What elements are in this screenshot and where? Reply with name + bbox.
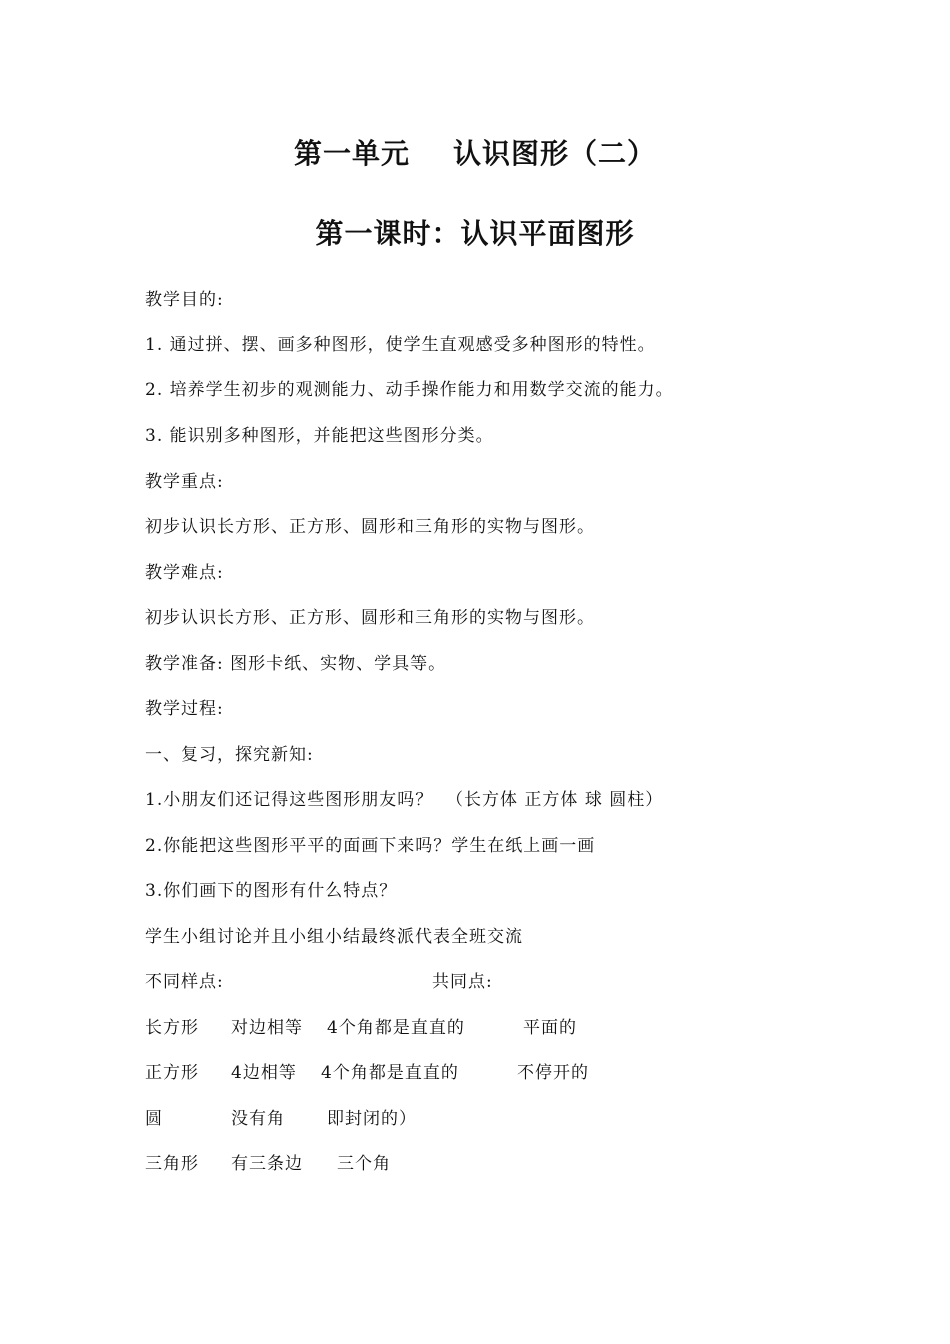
discussion-text: 学生小组讨论并且小组小结最终派代表全班交流 bbox=[145, 927, 523, 947]
comparison-row bbox=[145, 1152, 845, 1176]
comparison-row bbox=[145, 1016, 845, 1040]
differences-label: 不同样点: bbox=[145, 972, 224, 992]
shape-feature: 4边相等 bbox=[231, 1063, 297, 1083]
shape-feature: 4个角都是直直的 bbox=[321, 1063, 459, 1083]
key-points-label: 教学重点: bbox=[145, 472, 224, 492]
difficulties-label: 教学难点: bbox=[145, 563, 224, 583]
process-label: 教学过程: bbox=[145, 699, 224, 719]
step-2: 2.你能把这些图形平平的面画下来吗？学生在纸上画一画 bbox=[145, 836, 596, 856]
shape-feature: 对边相等 bbox=[231, 1018, 303, 1038]
common-feature: 平面的 bbox=[523, 1018, 577, 1038]
shape-name: 圆 bbox=[145, 1109, 163, 1129]
objectives-label: 教学目的: bbox=[145, 290, 224, 310]
shape-name: 正方形 bbox=[145, 1063, 199, 1083]
shape-name: 三角形 bbox=[145, 1154, 199, 1174]
common-label: 共同点: bbox=[432, 972, 493, 992]
key-points-text: 初步认识长方形、正方形、圆形和三角形的实物与图形。 bbox=[145, 517, 595, 537]
difficulties-text: 初步认识长方形、正方形、圆形和三角形的实物与图形。 bbox=[145, 608, 595, 628]
lesson-title: 第一课时：认识平面图形 bbox=[315, 217, 635, 250]
shape-feature: 三个角 bbox=[337, 1154, 391, 1174]
shape-feature: 没有角 bbox=[231, 1109, 285, 1129]
unit-title: 第一单元 认识图形（二） bbox=[294, 137, 656, 170]
comparison-row bbox=[145, 1107, 845, 1131]
shape-name: 长方形 bbox=[145, 1018, 199, 1038]
step-1: 1.小朋友们还记得这些图形朋友吗？ （长方体 正方体 球 圆柱） bbox=[145, 790, 664, 810]
objective-2: 2. 培养学生初步的观测能力、动手操作能力和用数学交流的能力。 bbox=[145, 380, 674, 400]
common-feature: 不停开的 bbox=[517, 1063, 589, 1083]
step-3: 3.你们画下的图形有什么特点？ bbox=[145, 881, 398, 901]
objective-1: 1. 通过拼、摆、画多种图形，使学生直观感受多种图形的特性。 bbox=[145, 335, 656, 355]
comparison-row bbox=[145, 1061, 845, 1085]
preparation-text: 教学准备: 图形卡纸、实物、学具等。 bbox=[145, 654, 447, 674]
shape-feature: 即封闭的） bbox=[327, 1109, 417, 1129]
objective-3: 3. 能识别多种图形，并能把这些图形分类。 bbox=[145, 426, 494, 446]
shape-feature: 有三条边 bbox=[231, 1154, 303, 1174]
comparison-header bbox=[145, 970, 845, 994]
shape-feature: 4个角都是直直的 bbox=[327, 1018, 465, 1038]
section-heading: 一、复习，探究新知: bbox=[145, 745, 314, 765]
